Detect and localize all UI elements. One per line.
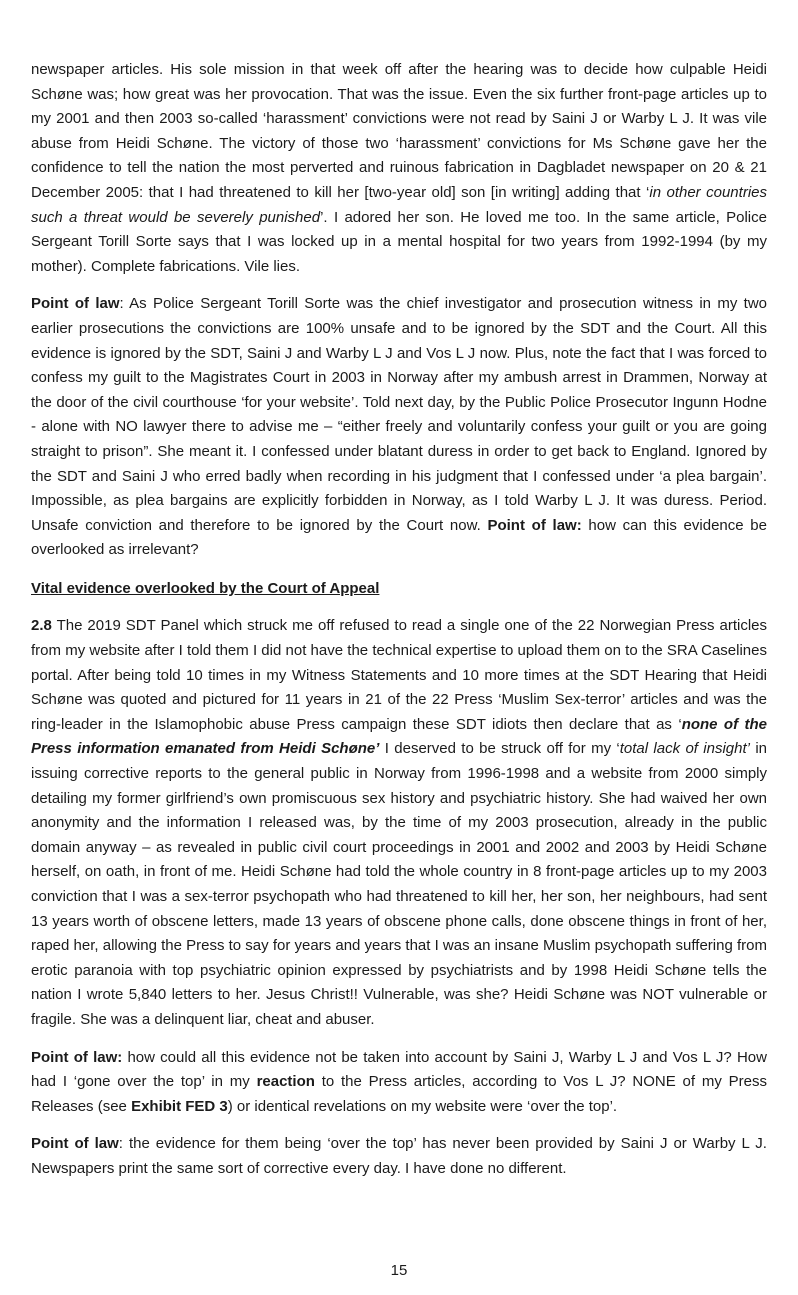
paragraph-point-of-law-2 <box>31 1046 767 1120</box>
document-content <box>31 58 767 1182</box>
text-segment: none of the Press information emanated from Heidi Schøne’ <box>31 715 768 758</box>
text-segment: reaction <box>256 1073 315 1091</box>
text-segment: how could all this evidence not be taken into account by Saini J, Warby L J and Vos L J? How had I ‘gone over the top’ in my <box>31 1048 767 1091</box>
text-segment: total lack of insight’ <box>619 740 750 758</box>
page-number: 15 <box>390 1262 408 1279</box>
text-segment: Vital evidence overlooked by the Court of Appeal <box>31 579 380 597</box>
text-segment: 2.8 <box>31 617 52 635</box>
text-segment: The 2019 SDT Panel which struck me off refused to read a single one of the 22 Norwegian Press articles from my website after I told them I did not have the technical expertise to upload them on to the SRA Caselines portal. After being told 10 times in my Witness Statements and 10 more times at the SDT Hearing that Heidi Schøne was quoted and pictured for 11 years in 21 of the 22 Press ‘Muslim Sex-terror’ articles and was the ring-leader in the Islamophobic abuse Press campaign these SDT idiots then declare that as ‘ <box>31 617 767 733</box>
text-segment: ’. I adored her son. He loved me too. In the same article, Police Sergeant Torill Sorte says that I was locked up in a mental hospital for two years from 1992-1994 (by my mother). Complete fabrications. Vile lies. <box>31 208 767 275</box>
text-segment: Point of law: <box>487 516 582 534</box>
text-segment: Point of law: <box>31 1048 123 1066</box>
section-heading <box>31 577 767 602</box>
text-segment: Exhibit FED 3 <box>131 1097 228 1115</box>
text-segment: Point of law <box>31 1135 119 1153</box>
text-segment: in issuing corrective reports to the general public in Norway from 1996-1998 and a website from 2000 simply detailing my former girlfriend’s own promiscuous sex history and psychiatric history. She had waived her own anonymity and the information I released was, by the time of my 2003 prosecution, already in the public domain anyway – as revealed in public civil court proceedings in 2001 and 2002 and 2003 by Heidi Schøne herself, on oath, in front of me. Heidi Schøne had told the whole country in 8 front-page articles up to my 2003 conviction that I was a sex-terror psychopath who had threatened to kill her, her son, her neighbours, had sent 13 years worth of obscene letters, made 13 years of obscene phone calls, done obscene things in front of her, raped her, allowing the Press to say for years and years that I was an insane Muslim psychopath suffering from erotic paranoia with top psychiatric opinion expressed by psychiatrists and by 1998 Heidi Schøne tells the nation I wrote 5,840 letters to her. Jesus Christ!! Vulnerable, was she? Heidi Schøne was NOT vulnerable or fragile. She was a delinquent liar, cheat and abuser. <box>31 740 767 1028</box>
text-segment: : As Police Sergeant Torill Sorte was the chief investigator and prosecution witness in my two earlier prosecutions the convictions are 100% unsafe and to be ignored by the SDT and the Court. All this evidence is ignored by the SDT, Saini J and Warby L J and Vos L J now. Plus, note the fact that I was forced to confess my guilt to the Magistrates Court in 2003 in Norway after my ambush arrest in Drammen, Norway at the door of the civil courthouse ‘for your website’. Told next day, by the Public Police Prosecutor Ingunn Hodne - alone with NO lawyer there to advise me – “either freely and voluntarily confess your guilt or you are going straight to prison”. She meant it. I confessed under blatant duress in order to get back to England. Ignored by the SDT and Saini J who erred badly when recording in his judgment that I confessed under ‘a plea bargain’. Impossible, as plea bargains are explicitly forbidden in Norway, as I told Warby L J. It was duress. Period. Unsafe conviction and therefore to be ignored by the Court now. <box>31 295 767 534</box>
paragraph-intro <box>31 58 767 279</box>
paragraph-point-of-law-3 <box>31 1132 767 1181</box>
text-segment: in other countries such a threat would be severely punished <box>31 183 767 226</box>
text-segment: how can this evidence be overlooked as irrelevant? <box>31 516 767 559</box>
paragraph-2-8 <box>31 614 767 1032</box>
text-segment: I deserved to be struck off for my ‘ <box>379 740 620 758</box>
text-segment: Point of law <box>31 295 120 313</box>
text-segment: newspaper articles. His sole mission in that week off after the hearing was to decide how culpable Heidi Schøne was; how great was her provocation. That was the issue. Even the six further front-page articles up to my 2001 and then 2003 so-called ‘harassment’ convictions were not read by Saini J or Warby L J. It was vile abuse from Heidi Schøne. The victory of those two ‘harassment’ convictions for Ms Schøne gave her the confidence to tell the nation the most perverted and ruinous fabrication in Dagbladet newspaper on 20 & 21 December 2005: that I had threatened to kill her [two-year old] son [in writing] adding that ‘ <box>31 61 767 201</box>
paragraph-point-of-law-1 <box>31 292 767 563</box>
text-segment: to the Press articles, according to Vos L J? NONE of my Press Releases (see <box>31 1073 767 1115</box>
text-segment: : the evidence for them being ‘over the top’ has never been provided by Saini J or Warby L J. Newspapers print the same sort of corrective every day. I have done no different. <box>31 1135 767 1177</box>
text-segment: ) or identical revelations on my website were ‘over the top’. <box>227 1097 618 1115</box>
